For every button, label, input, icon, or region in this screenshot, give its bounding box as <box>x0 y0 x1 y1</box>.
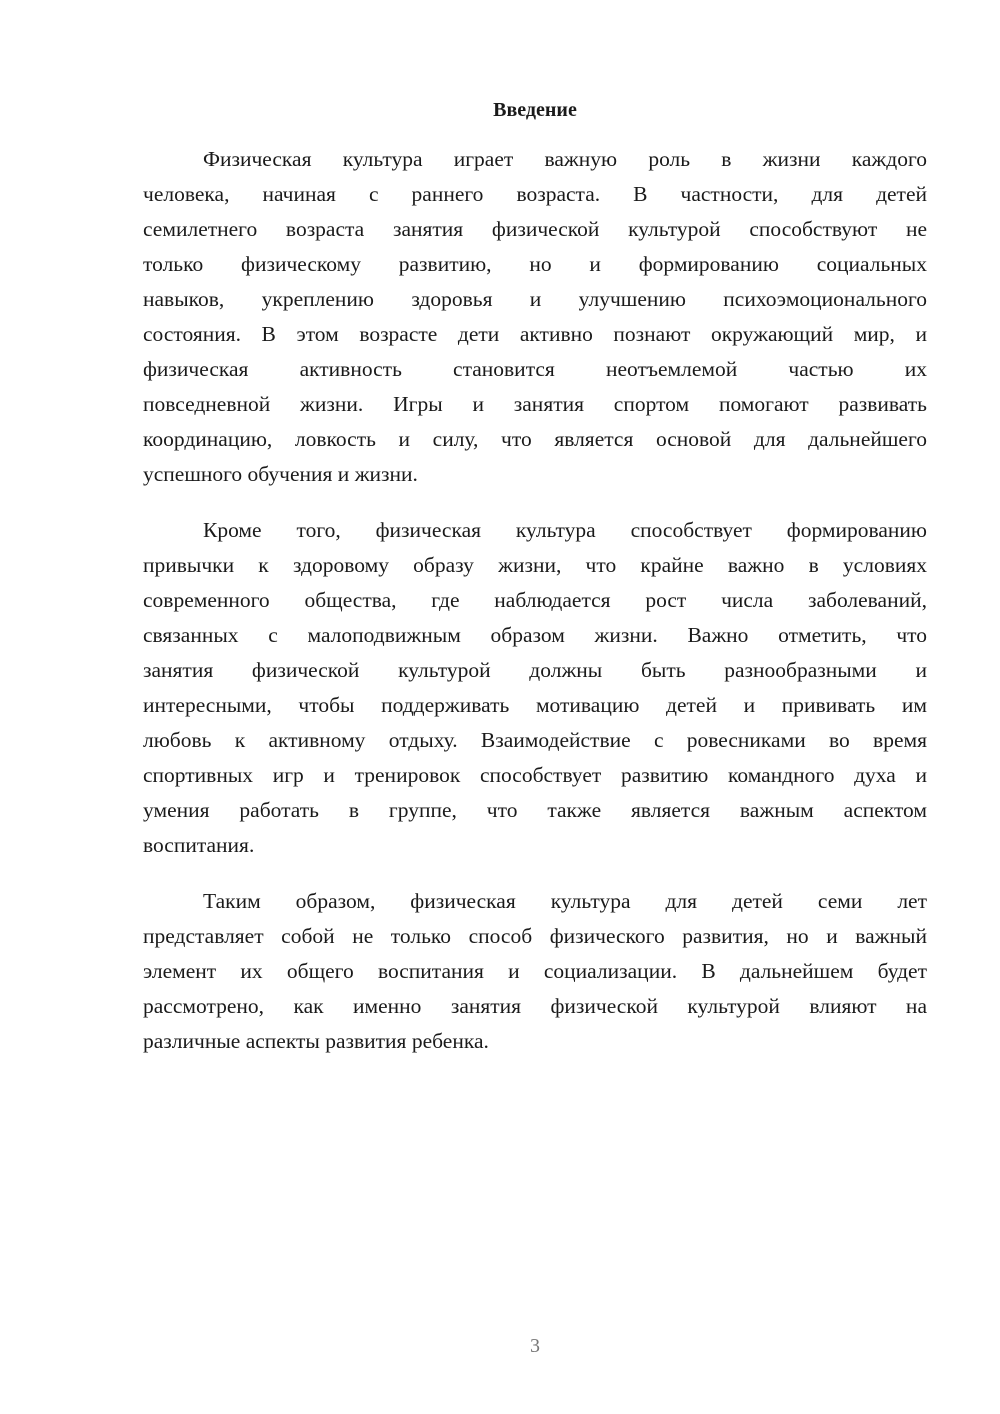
paragraph-line: спортивных игр и тренировок способствует развитию командного духа и <box>143 763 927 787</box>
paragraph-line: Физическая культура играет важную роль в жизни каждого <box>203 147 927 171</box>
paragraph-line: умения работать в группе, что также является важным аспектом <box>143 798 927 822</box>
paragraph-line: привычки к здоровому образу жизни, что крайне важно в условиях <box>143 553 927 577</box>
section-heading: Введение <box>493 99 577 121</box>
paragraph-line: состояния. В этом возрасте дети активно познают окружающий мир, и <box>143 322 927 346</box>
paragraph-line: рассмотрено, как именно занятия физической культурой влияют на <box>143 994 927 1018</box>
paragraph-line: представляет собой не только способ физического развития, но и важный <box>143 924 927 948</box>
paragraph-line: Таким образом, физическая культура для детей семи лет <box>203 889 927 913</box>
page-number: 3 <box>530 1335 540 1357</box>
paragraph-line: современного общества, где наблюдается рост числа заболеваний, <box>143 588 927 612</box>
paragraph-line: семилетнего возраста занятия физической культурой способствуют не <box>143 217 927 241</box>
paragraph-line: успешного обучения и жизни. <box>143 462 418 486</box>
paragraph-line: только физическому развитию, но и формированию социальных <box>143 252 927 276</box>
paragraph-line: координацию, ловкость и силу, что является основой для дальнейшего <box>143 427 927 451</box>
paragraph-line: человека, начиная с раннего возраста. В частности, для детей <box>143 182 927 206</box>
paragraph-line: физическая активность становится неотъемлемой частью их <box>143 357 927 381</box>
paragraph-line: связанных с малоподвижным образом жизни. Важно отметить, что <box>143 623 927 647</box>
paragraph-line: повседневной жизни. Игры и занятия спортом помогают развивать <box>143 392 927 416</box>
paragraph-line: занятия физической культурой должны быть разнообразными и <box>143 658 927 682</box>
paragraph-line: различные аспекты развития ребенка. <box>143 1029 489 1053</box>
paragraph-line: элемент их общего воспитания и социализации. В дальнейшем будет <box>143 959 927 983</box>
paragraph-line: Кроме того, физическая культура способствует формированию <box>203 518 927 542</box>
paragraph <box>143 884 927 1059</box>
paragraph-line: интересными, чтобы поддерживать мотивацию детей и прививать им <box>143 693 927 717</box>
paragraph <box>143 513 927 863</box>
paragraph-line: воспитания. <box>143 833 255 857</box>
paragraph-line: любовь к активному отдыху. Взаимодействие с ровесниками во время <box>143 728 927 752</box>
paragraph <box>143 142 927 492</box>
paragraph-line: навыков, укреплению здоровья и улучшению психоэмоционального <box>143 287 927 311</box>
document-body <box>143 142 927 1080</box>
